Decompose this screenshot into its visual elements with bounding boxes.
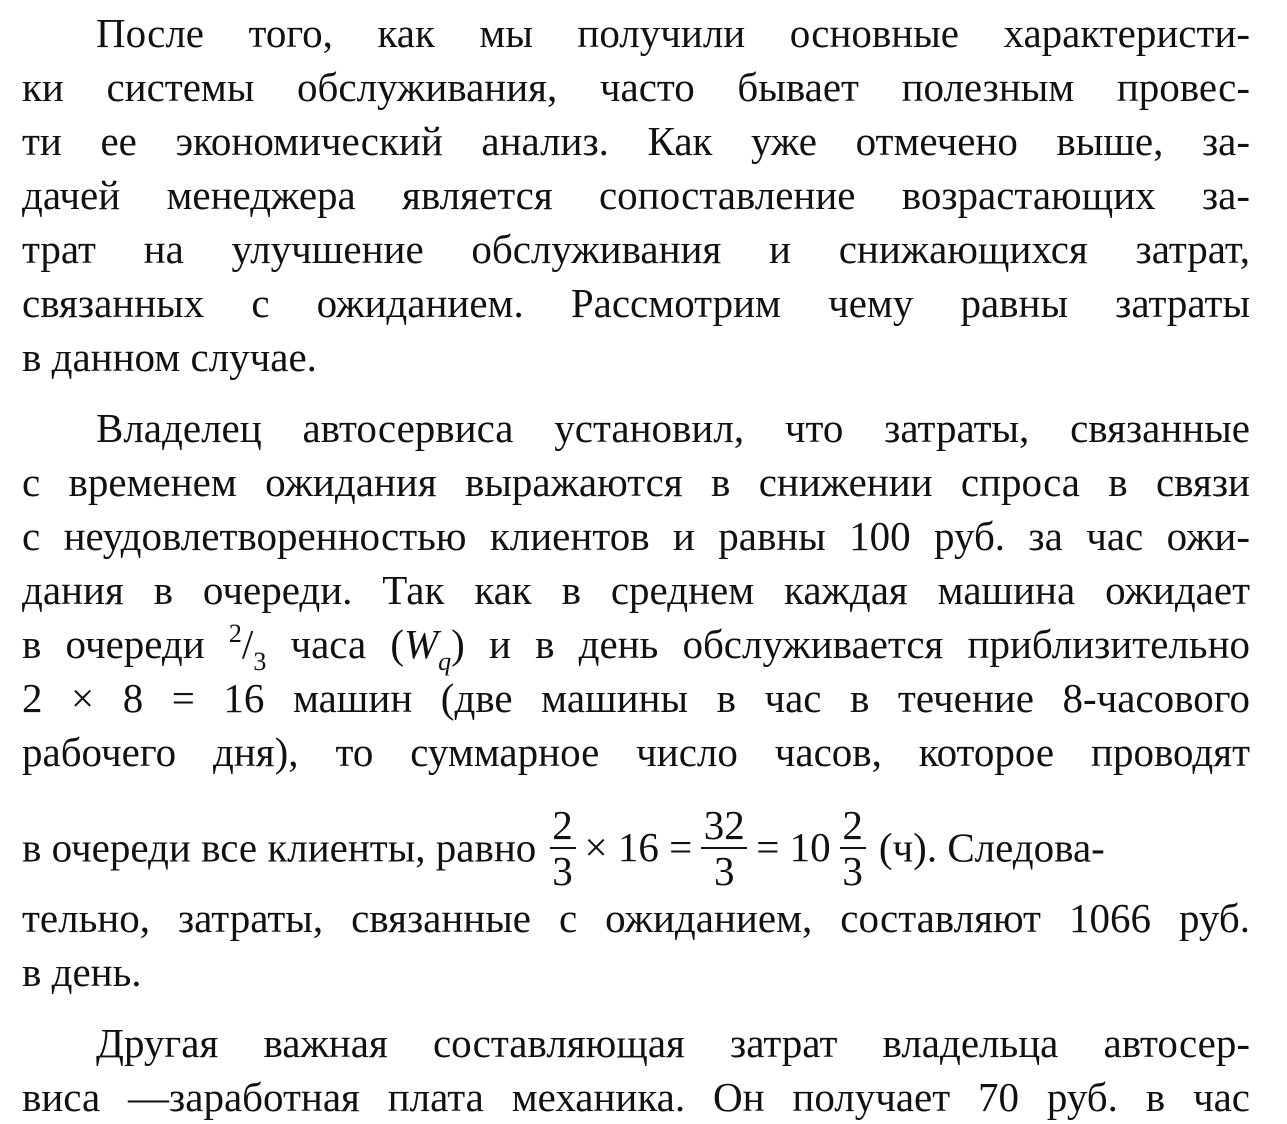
operator: × 16 = — [584, 824, 693, 871]
text-line: с неудовлетворенностью клиентов и равны 100 руб. за час ожи- — [22, 513, 1250, 559]
fraction-numerator: 32 — [703, 802, 745, 848]
paragraph-3 — [22, 1016, 1250, 1124]
operator: = 10 — [756, 824, 831, 871]
formula-line — [22, 779, 1250, 894]
text-line: тельно, затраты, связанные с ожиданием, составляют 1066 руб. — [22, 895, 1250, 941]
fraction-slash: / — [241, 621, 254, 667]
fraction — [839, 803, 867, 893]
document-page — [22, 6, 1250, 1124]
text-line: дания в очереди. Так как в среднем каждая машина ожидает — [22, 567, 1250, 613]
variable-w: W — [404, 621, 439, 667]
fraction — [549, 803, 577, 893]
paragraph-2 — [22, 401, 1250, 999]
text-line: 2 × 8 = 16 машин (две машины в час в течение 8-часового — [22, 675, 1250, 721]
text-segment: в очереди все клиенты, равно — [22, 824, 547, 871]
text-line: в данном случае. — [22, 334, 317, 380]
text-segment: ) и в день обслуживается приблизительно — [451, 621, 1251, 667]
fraction-denominator: 3 — [714, 848, 735, 894]
fraction-denominator: 3 — [842, 848, 863, 894]
fraction-denominator: 3 — [552, 848, 573, 894]
fraction-numerator: 2 — [842, 802, 863, 848]
text-segment: в очереди — [22, 621, 229, 667]
fraction-numerator: 2 — [228, 619, 242, 648]
text-segment: часа ( — [266, 621, 404, 667]
fraction-numerator: 2 — [552, 802, 573, 848]
formula — [22, 802, 1105, 894]
text-line-with-fraction — [22, 617, 1251, 676]
text-line: трат на улучшение обслуживания и снижающихся затрат, — [22, 226, 1250, 272]
fraction — [700, 803, 748, 893]
text-line: с временем ожидания выражаются в снижении спроса в связи — [22, 459, 1250, 505]
paragraph-1 — [22, 6, 1250, 384]
text-line: рабочего дня), то суммарное число часов, которое проводят — [22, 729, 1250, 775]
fraction-denominator: 3 — [253, 647, 267, 676]
text-segment: (ч). Следова- — [868, 824, 1105, 871]
text-line: в день. — [22, 949, 142, 995]
text-line: виса —заработная плата механика. Он получает 70 руб. в час — [22, 1074, 1250, 1120]
text-line: После того, как мы получили основные характеристи- — [96, 10, 1250, 56]
text-line: Другая важная составляющая затрат владельца автосер- — [96, 1020, 1250, 1066]
text-line: Владелец автосервиса установил, что затраты, связанные — [96, 405, 1250, 451]
variable-subscript: q — [438, 647, 452, 676]
text-line: дачей менеджера является сопоставление возрастающих за- — [22, 172, 1250, 218]
text-line: связанных с ожиданием. Рассмотрим чему равны затраты — [22, 280, 1250, 326]
text-line: ти ее экономический анализ. Как уже отмечено выше, за- — [22, 118, 1250, 164]
text-line: ки системы обслуживания, часто бывает полезным провес- — [22, 64, 1250, 110]
